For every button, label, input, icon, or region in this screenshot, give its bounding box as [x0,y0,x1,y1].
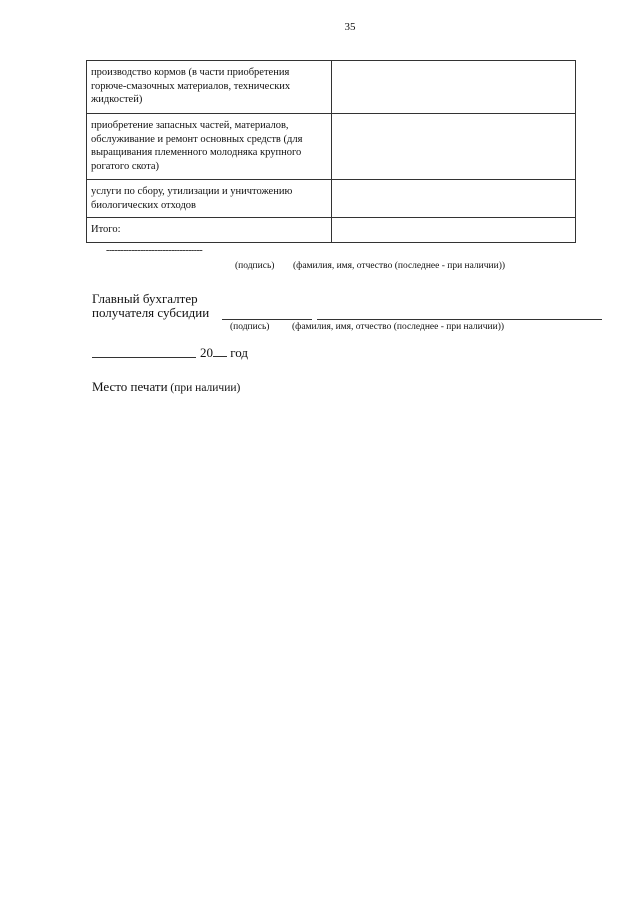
table-row [87,61,576,114]
year-blank [213,346,227,357]
subsidy-recipient-label: получателя субсидии [92,305,210,320]
accountant-signature-caption: (подпись) [230,322,270,332]
page-number: 35 [344,21,356,33]
subsidy-cost-table [86,60,576,243]
year-prefix: 20 [200,345,213,360]
row-label: услуги по сбору, утилизации и уничтожению биологических отходов [87,180,332,218]
row-label-total: Итого: [87,218,332,243]
table-row [87,114,576,180]
date-blank-line [92,357,196,358]
accountant-full-name-caption: (фамилия, имя, отчество (последнее - при наличии)) [292,322,505,332]
stamp-note: (при наличии) [167,382,241,394]
row-label: приобретение запасных частей, материалов, обслуживание и ремонт основных средств (для выращивания племенного молодняка крупного рогатого скота) [87,114,332,180]
row-value [331,61,575,114]
signature-caption: (подпись) [235,261,275,271]
date-year [200,345,248,361]
stamp-place [92,378,240,396]
year-suffix: год [227,345,248,360]
row-value [331,114,575,180]
stamp-label: Место печати [92,379,168,394]
full-name-caption: (фамилия, имя, отчество (последнее - при наличии)) [293,261,506,271]
row-value [331,180,575,218]
accountant-full-name-line [317,319,602,320]
table-row [87,218,576,243]
accountant-signature-line [222,319,312,320]
table-row [87,180,576,218]
chief-accountant-title: Главный бухгалтер [92,291,198,306]
row-label: производство кормов (в части приобретения горюче-смазочных материалов, технических жидкостей) [87,61,332,114]
row-value-total [331,218,575,243]
signature-dash-line: ---------------------------------- [106,245,203,256]
